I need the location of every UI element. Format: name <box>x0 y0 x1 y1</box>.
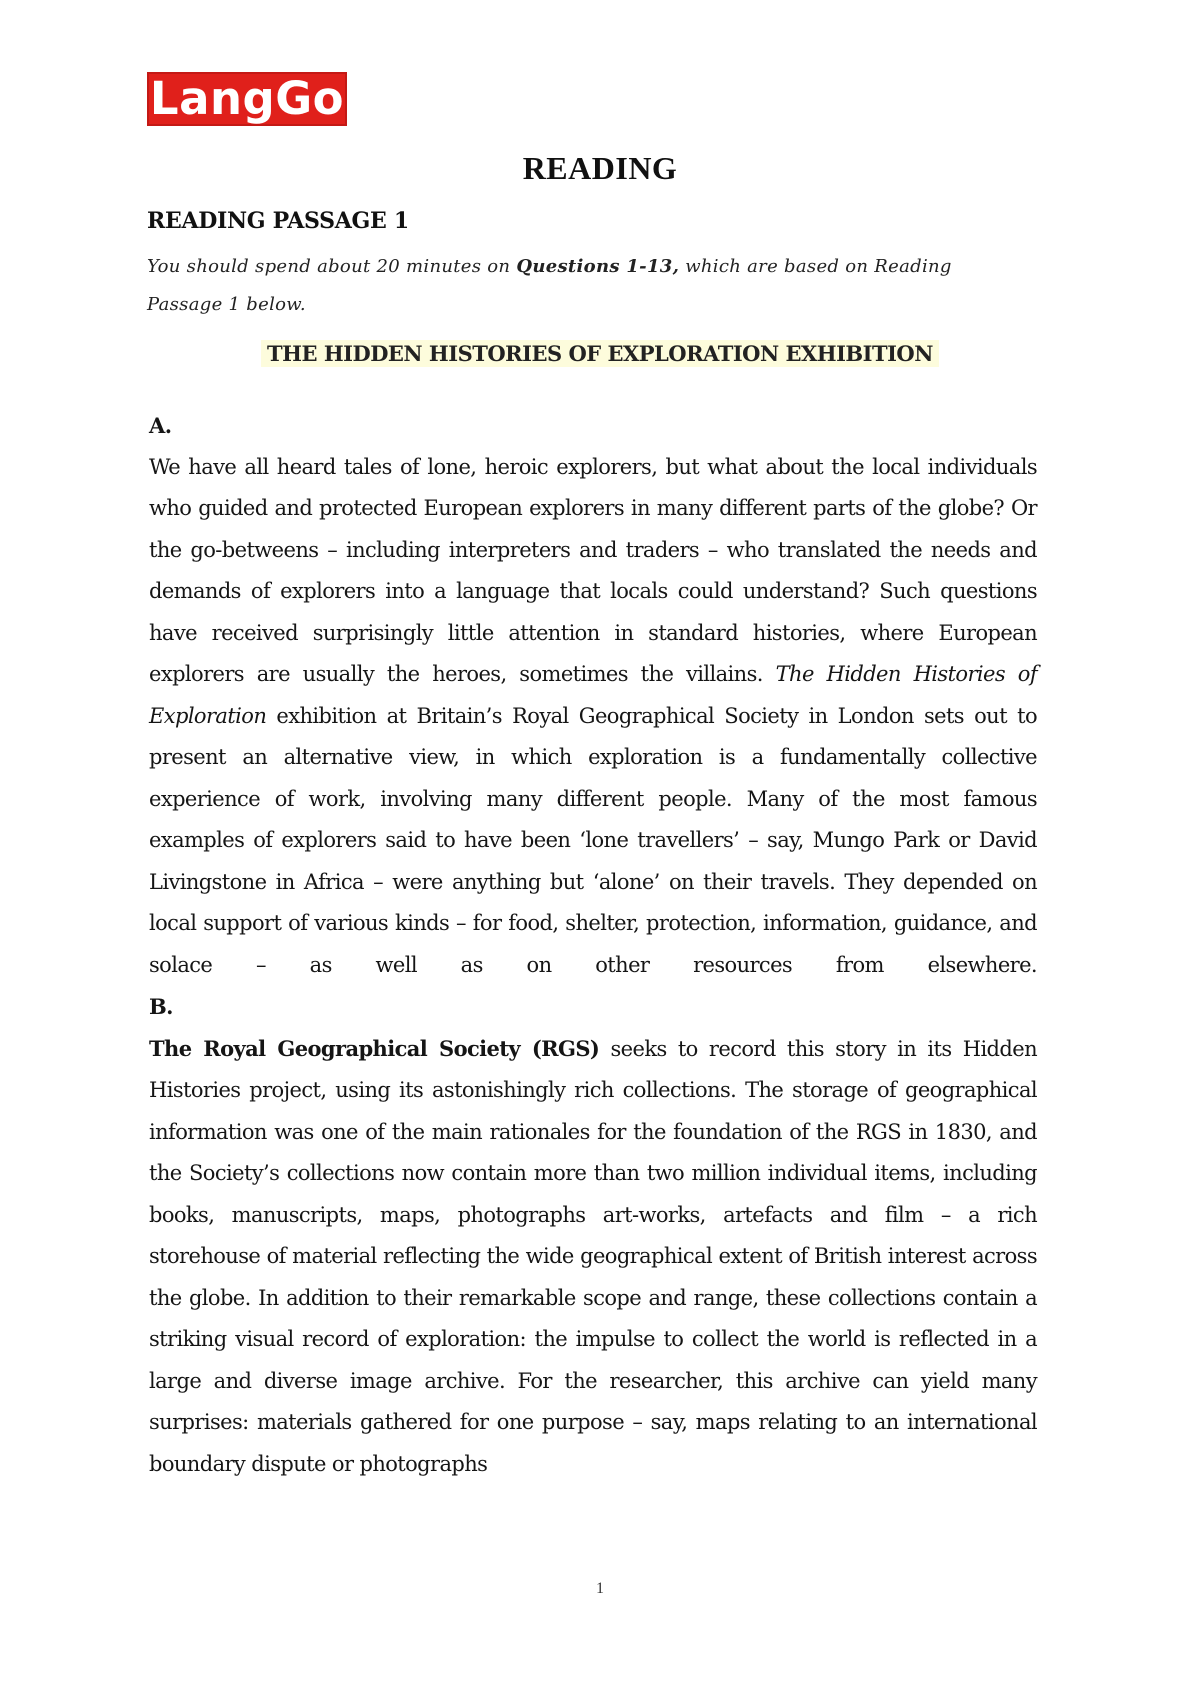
passage-body <box>149 405 1037 1485</box>
exhibition-title: THE HIDDEN HISTORIES OF EXPLORATION EXHIBITION <box>261 340 939 367</box>
page-title: READING <box>522 150 678 186</box>
section-b-paragraph <box>149 1028 1037 1486</box>
instructions-suffix: which are based on Reading Passage 1 below. <box>147 256 952 315</box>
instructions <box>147 248 1017 324</box>
page-number: 1 <box>596 1580 604 1597</box>
langgo-logo <box>147 72 347 126</box>
logo-text: LangGo <box>149 71 345 125</box>
section-b-bold-lead: The Royal Geographical Society (RGS) <box>149 1035 600 1061</box>
section-b-text: seeks to record this story in its Hidden Histories project, using its astonishingly rich collections. The storage of geographical information was one of the main rationales for the foundation of the RGS in 1830, and the Society’s collections now contain more than two million individual items, including books, manuscripts, maps, photographs art-works, artefacts and film – a rich storehouse of material reflecting the wide geographical extent of British interest across the globe. In addition to their remarkable scope and range, these collections contain a striking visual record of exploration: the impulse to collect the world is reflected in a large and diverse image archive. For the researcher, this archive can yield many surprises: materials gathered for one purpose – say, maps relating to an international boundary dispute or photographs <box>149 1036 1037 1476</box>
section-label-b: B. <box>149 994 173 1019</box>
section-label-a: A. <box>149 413 172 438</box>
section-a-italic-title: The Hidden Histories of Exploration <box>149 662 1037 728</box>
exhibition-title-wrapper <box>0 340 1200 367</box>
section-a-paragraph <box>149 447 1037 987</box>
section-a-text-2: exhibition at Britain’s Royal Geographical Society in London sets out to present an alternative view, in which exploration is a fundamentally collective experience of work, involving many different people. Many of the most famous examples of explorers said to have been ‘lone travellers’ – say, Mungo Park or David Livingstone in Africa – were anything but ‘alone’ on their travels. They depended on local support of various kinds – for food, shelter, protection, information, guidance, and solace – as well as on other resources from elsewhere. <box>149 703 1037 977</box>
instructions-prefix: You should spend about 20 minutes on <box>147 256 517 277</box>
passage-heading: READING PASSAGE 1 <box>147 208 409 234</box>
section-a-text-1: We have all heard tales of lone, heroic explorers, but what about the local individuals who guided and protected European explorers in many different parts of the globe? Or the go-betweens – including interpreters and traders – who translated the needs and demands of explorers into a language that locals could understand? Such questions have received surprisingly little attention in standard histories, where European explorers are usually the heroes, sometimes the villains. <box>149 454 1037 686</box>
instructions-questions: Questions 1-13, <box>516 256 680 277</box>
